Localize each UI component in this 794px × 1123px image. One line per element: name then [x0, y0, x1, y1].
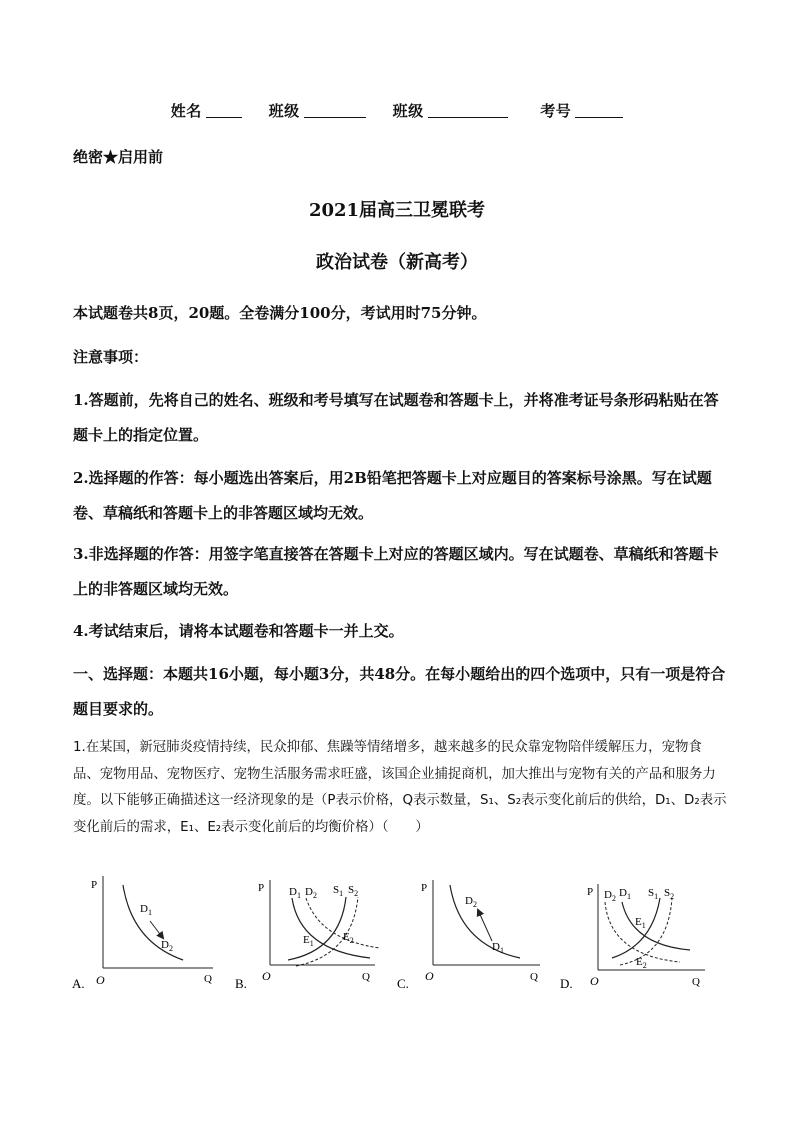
option-a-q-label: Q — [204, 973, 212, 985]
notice-item-2: 2.选择题的作答：每小题选出答案后，用2B铅笔把答题卡上对应题目的答案标号涂黑。写在试题卷、草稿纸和答题卡上的非答题区域均无效。 — [73, 469, 712, 522]
option-c-graph[interactable] — [397, 880, 540, 991]
confidential-mark: 绝密★启用前 — [73, 148, 164, 166]
option-d-origin: O — [590, 974, 599, 988]
notice-item-1: 1.答题前，先将自己的姓名、班级和考号填写在试题卷和答题卡上，并将准考证号条形码粘贴在答题卡上的指定位置。 — [73, 391, 719, 444]
class-blank[interactable] — [304, 103, 366, 118]
question-1-options-figures — [0, 868, 794, 998]
option-d-q-label: Q — [692, 976, 700, 988]
exam-number-blank[interactable] — [575, 103, 623, 118]
option-b-origin: O — [262, 969, 271, 983]
option-a-origin: O — [96, 973, 105, 987]
notice-item-3: 3.非选择题的作答：用签字笔直接答在答题卡上对应的答题区域内。写在试题卷、草稿纸和答题卡上的非答题区域均无效。 — [73, 545, 719, 598]
option-a-arrow — [150, 921, 163, 938]
option-b-s1-label: $S_1$ — [333, 884, 344, 898]
option-b-s2-label: $S_2$ — [348, 884, 359, 898]
option-c-q-label: Q — [530, 971, 538, 983]
option-a-letter: A. — [72, 976, 85, 991]
option-c-d1-label: $D_1$ — [492, 941, 504, 955]
question-1-stem: 1.在某国，新冠肺炎疫情持续，民众抑郁、焦躁等情绪增多，越来越多的民众靠宠物陪伴缓解压力，宠物食品、宠物用品、宠物医疗、宠物生活服务需求旺盛，该国企业捕捉商机，加大推出与宠物有关的产品和服务力度。以下能够正确描述这一经济现象的是（P表示价格，Q表示数量，S₁、S₂表示变化前后的供给，D₁、D₂表示变化前后的需求，E₁、E₂表示变化前后的均衡价格）（ ） — [73, 740, 727, 835]
name-blank[interactable] — [206, 103, 242, 118]
option-a-d2-label: $D_2$ — [161, 939, 173, 953]
option-d-d2-label: $D_2$ — [604, 889, 616, 903]
option-b-graph[interactable] — [235, 880, 380, 991]
option-d-demand-2 — [605, 902, 680, 962]
option-b-q-label: Q — [362, 971, 370, 983]
option-b-d1-label: $D_1$ — [289, 886, 301, 900]
option-b-e2-label: $E_2$ — [343, 931, 354, 945]
option-a-d1-label: $D_1$ — [140, 903, 152, 917]
class-label: 班级 — [268, 102, 300, 120]
option-d-d1-label: $D_1$ — [619, 887, 631, 901]
option-c-letter: C. — [397, 976, 409, 991]
option-d-demand-1 — [622, 902, 690, 950]
option-c-origin: O — [425, 969, 434, 983]
class-blank-2[interactable] — [428, 103, 508, 118]
option-d-e2-label: $E_2$ — [636, 956, 647, 970]
option-b-demand-1 — [292, 898, 370, 958]
section-one-heading: 一、选择题：本题共16小题，每小题3分，共48分。在每小题给出的四个选项中，只有一项是符合题目要求的。 — [73, 665, 726, 718]
exam-number-label: 考号 — [540, 102, 572, 120]
option-d-letter: D. — [560, 976, 573, 991]
exam-title: 2021届高三卫冕联考 — [308, 200, 486, 221]
class-label-2: 班级 — [392, 102, 424, 120]
notice-item-4: 4.考试结束后，请将本试题卷和答题卡一并上交。 — [73, 622, 404, 640]
name-label: 姓名 — [170, 102, 202, 120]
option-b-letter: B. — [235, 976, 247, 991]
option-c-arrow — [478, 910, 492, 941]
option-b-p-label: P — [258, 882, 265, 894]
option-a-graph[interactable] — [72, 876, 213, 991]
option-b-d2-label: $D_2$ — [305, 886, 317, 900]
option-b-e1-label: $E_1$ — [303, 934, 314, 948]
student-info-line — [0, 100, 794, 121]
option-d-e1-label: $E_1$ — [635, 916, 646, 930]
option-c-p-label: P — [421, 882, 428, 894]
option-d-graph[interactable] — [560, 884, 705, 991]
option-c-demand-curve — [450, 885, 520, 958]
option-a-p-label: P — [91, 879, 98, 891]
option-d-s2-label: $S_2$ — [664, 887, 675, 901]
option-a-demand-curve — [123, 885, 183, 960]
option-d-p-label: P — [587, 886, 594, 898]
option-d-s1-label: $S_1$ — [648, 887, 659, 901]
option-c-d2-label: $D_2$ — [465, 895, 477, 909]
subject-title: 政治试卷（新高考） — [316, 252, 478, 273]
intro-text: 本试题卷共8页，20题。全卷满分100分，考试用时75分钟。 — [73, 304, 487, 322]
notice-heading: 注意事项： — [73, 348, 149, 366]
